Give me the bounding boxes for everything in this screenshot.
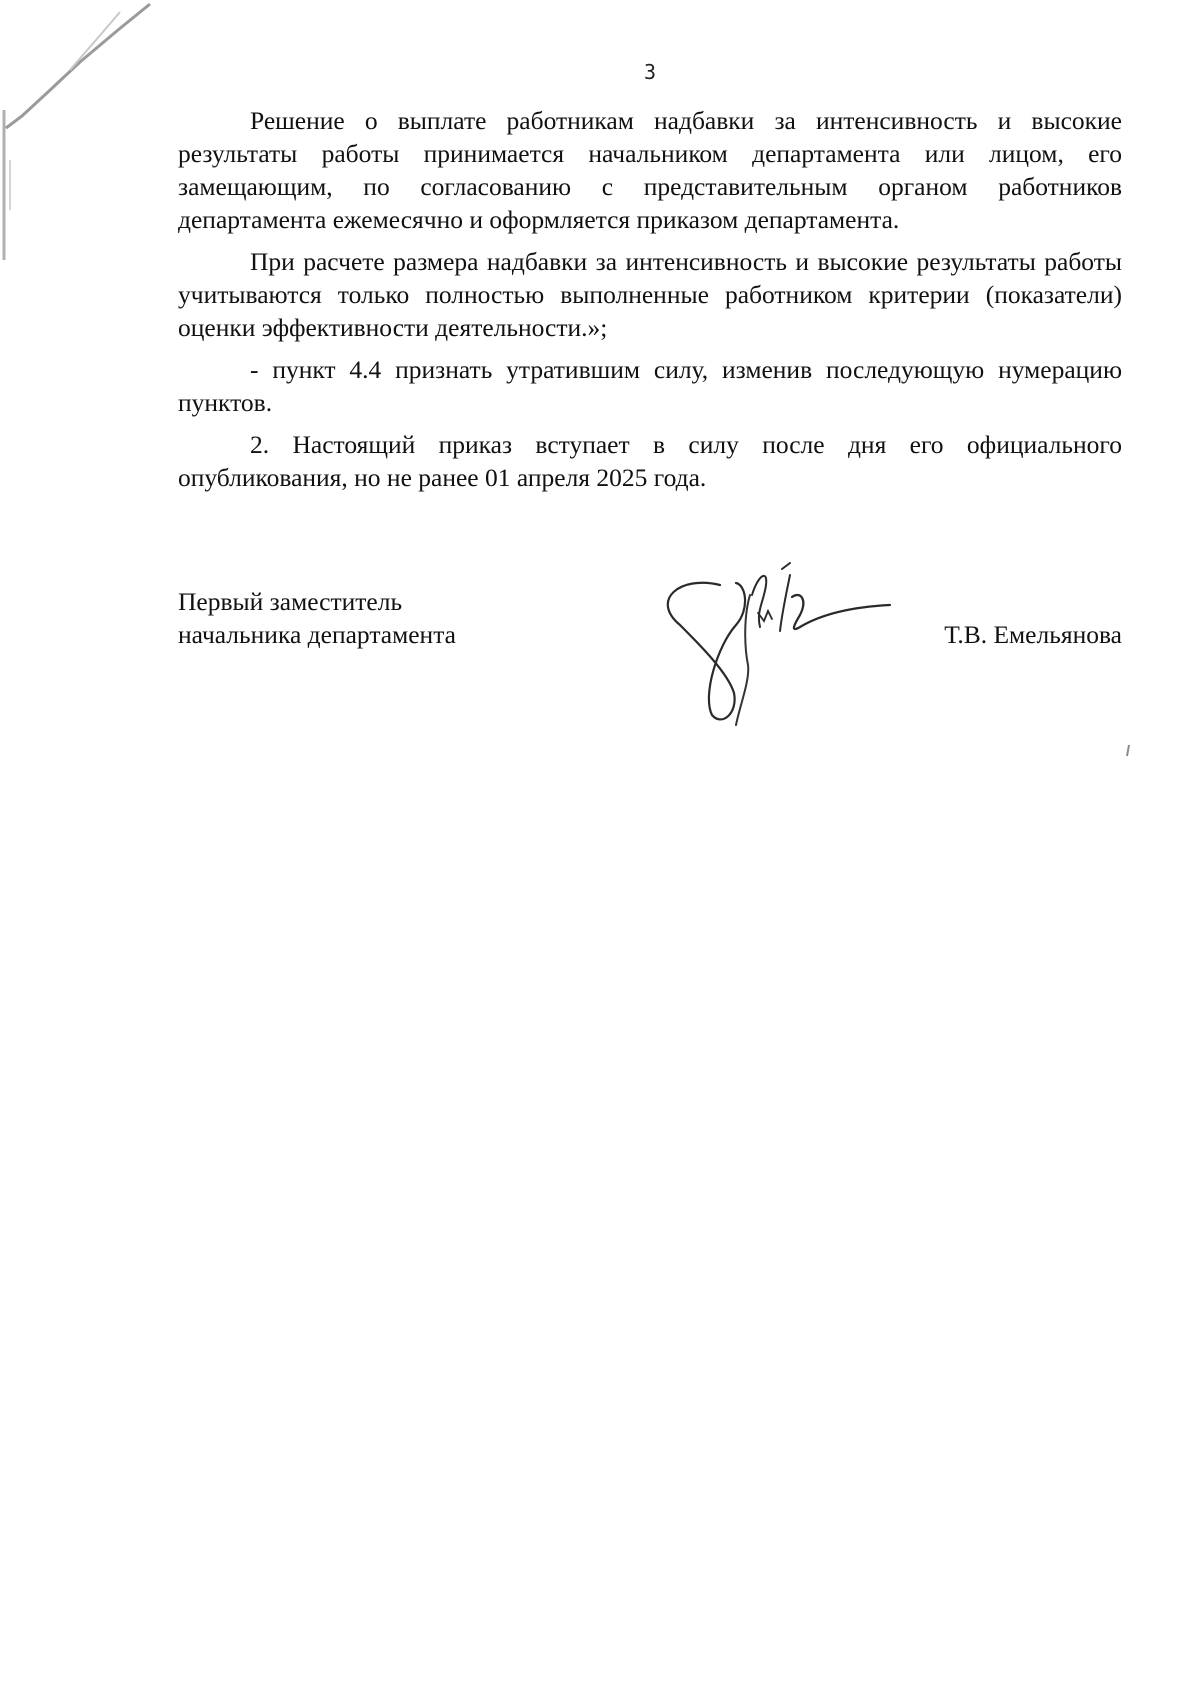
paragraph-calculation: При расчете размера надбавки за интенсивность и высокие результаты работы учитываются только полностью выполненные работником критерии (показатели) оценки эффективности деятельности.»; [178, 247, 1122, 342]
signer-position-line2: начальника департамента [178, 620, 456, 649]
scan-speck [1125, 744, 1131, 760]
signer-position [178, 585, 578, 651]
signer-name: Т.В. Емельянова [944, 620, 1122, 649]
paragraph-item-4-4: - пункт 4.4 признать утратившим силу, изменив последующую нумерацию пунктов. [178, 355, 1122, 417]
paragraph-decision: Решение о выплате работникам надбавки за интенсивность и высокие результаты работы принимается начальником департамента или лицом, его замещающим, по согласованию с представительным органом работников департамента ежемесячно и оформляется приказом департамента. [178, 106, 1122, 234]
paragraph-effective-date: 2. Настоящий приказ вступает в силу после дня его официального опубликования, но не ранее 01 апреля 2025 года. [178, 430, 1122, 492]
handwritten-signature [640, 555, 900, 730]
signature-block [178, 585, 1122, 765]
document-body [178, 104, 1122, 503]
signer-position-line1: Первый заместитель [178, 587, 403, 616]
scan-edge-mark [0, 0, 160, 260]
page-number: 3 [643, 60, 657, 84]
